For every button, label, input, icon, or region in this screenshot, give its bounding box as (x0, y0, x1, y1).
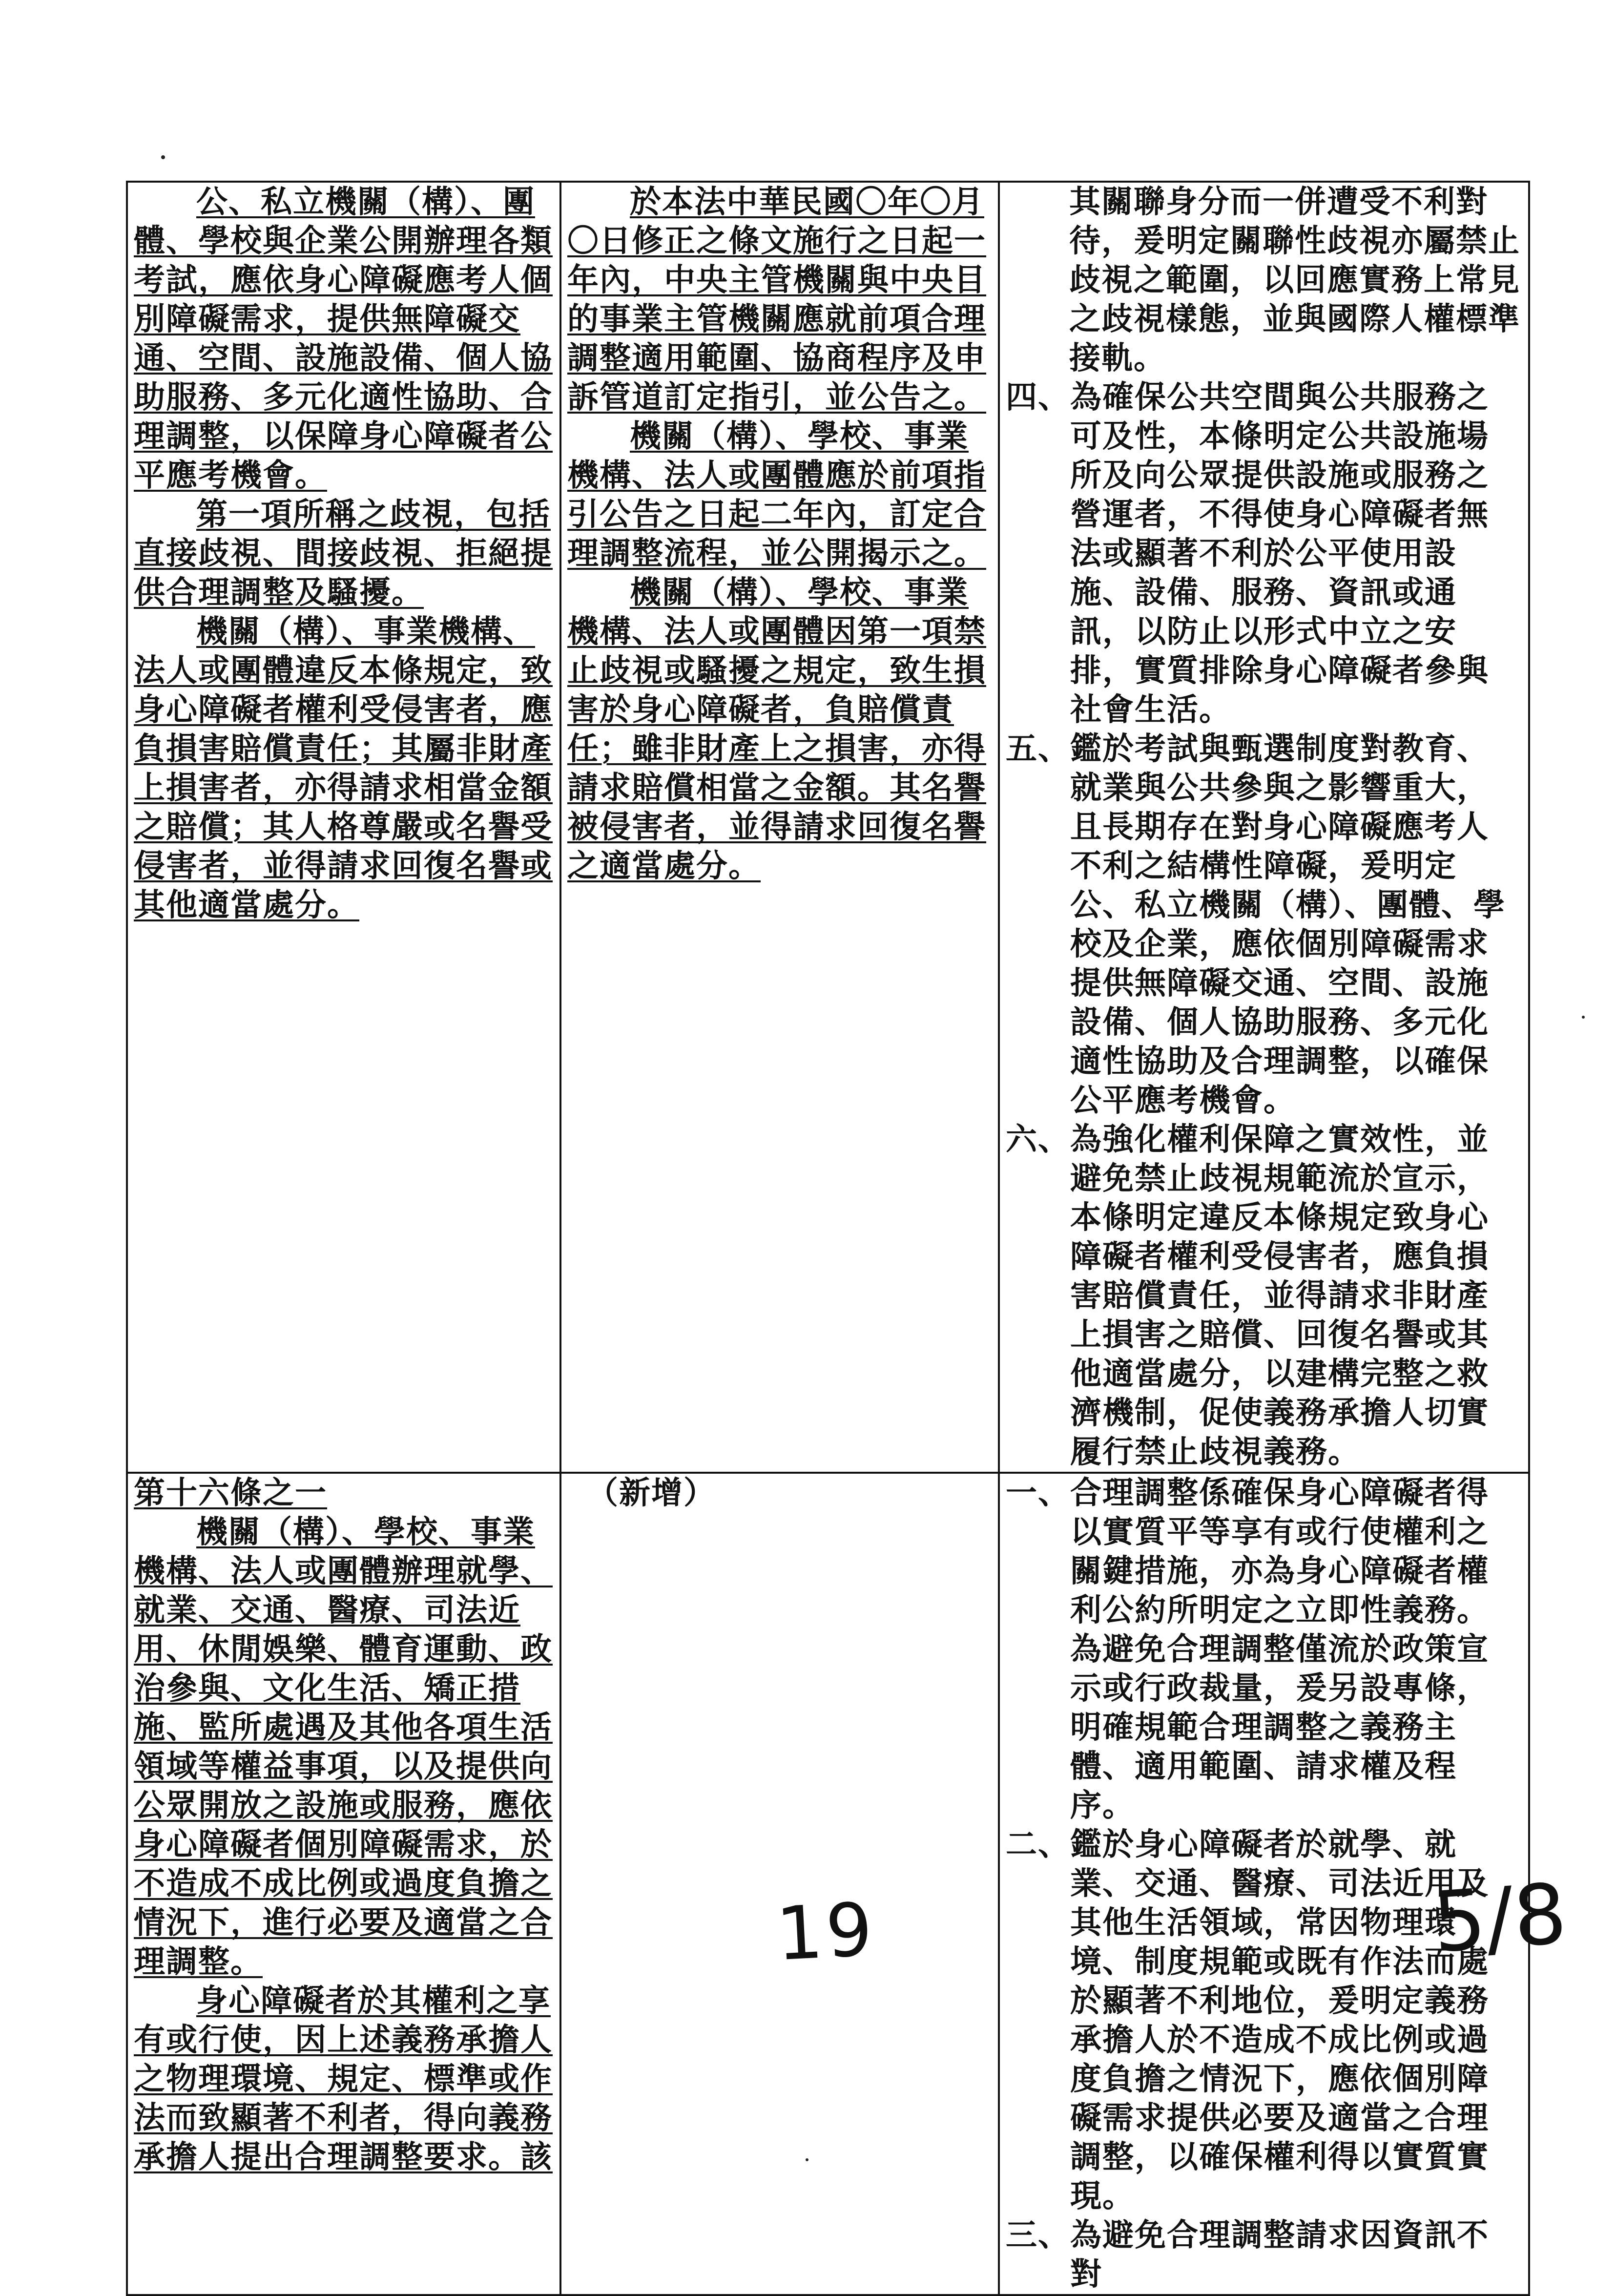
scan-speck (1582, 1016, 1585, 1019)
item-number: 五、 (1006, 731, 1070, 767)
item-text: 合理調整係確保身心障礙者得以實質平等享有或行使權利之關鍵措施，亦為身心障礙者權利公約所明定之立即性義務。為避免合理調整僅流於政策宣示或行政裁量，爰另設專條，明確規範合理調整之義務主體、適用範圍、請求權及程序。 (1070, 1475, 1489, 1824)
sheet-mark: 5/8 (1430, 1865, 1570, 1972)
item-text: 為避免合理調整請求因資訊不對 (1070, 2217, 1489, 2293)
explanation-cell (999, 182, 1529, 1473)
explanation-item (1006, 1120, 1522, 1472)
current-text-cell (560, 1473, 999, 2295)
amended-paragraph: 身心障礙者於其權利之享有或行使，因上述義務承擔人之物理環境、規定、標準或作法而致顯著不利者，得向義務承擔人提出合理調整要求。該 (134, 1983, 553, 2175)
page-number: 19 (774, 1887, 878, 1978)
explanation-item (1006, 1474, 1522, 1825)
item-number: 二、 (1006, 1826, 1070, 1863)
explanation-item (1006, 2216, 1522, 2294)
amended-paragraph: 機關（構）、事業機構、法人或團體違反本條規定，致身心障礙者權利受侵害者，應負損害賠償責任；其屬非財產上損害者，亦得請求相當金額之賠償；其人格尊嚴或名譽受侵害者，並得請求回復名譽或其他適當處分。 (134, 613, 553, 923)
scan-speck (161, 155, 165, 159)
amended-paragraph: 公、私立機關（構）、團體、學校與企業公開辦理各類考試，應依身心障礙應考人個別障礙需求，提供無障礙交通、空間、設施設備、個人協助服務、多元化適性協助、合理調整，以保障身心障礙者公平應考機會。 (134, 184, 553, 494)
explanation-continuation: 其關聯身分而一併遭受不利對待，爰明定關聯性歧視亦屬禁止歧視之範圍，以回應實務上常見之歧視樣態，並與國際人權標準接軌。 (1069, 184, 1520, 376)
amendment-comparison-table (126, 181, 1530, 2296)
item-number: 四、 (1006, 379, 1070, 416)
item-text: 鑑於身心障礙者於就學、就業、交通、醫療、司法近用及其他生活領域，常因物理環境、制度規範或既有作法而處於顯著不利地位，爰明定義務承擔人於不造成不成比例或過度負擔之情況下，應依個別障礙需求提供必要及適當之合理調整，以確保權利得以實質實現。 (1070, 1826, 1489, 2214)
table-row (127, 182, 1529, 1473)
table-row (127, 1473, 1529, 2295)
item-text: 為強化權利保障之實效性，並避免禁止歧視規範流於宣示，本條明定違反本條規定致身心障礙者權利受侵害者，應負損害賠償責任，並得請求非財產上損害之賠償、回復名譽或其他適當處分，以建構完整之救濟機制，促使義務承擔人切實履行禁止歧視義務。 (1070, 1121, 1489, 1470)
item-text: 鑑於考試與甄選制度對教育、就業與公共參與之影響重大，且長期存在對身心障礙應考人不利之結構性障礙，爰明定公、私立機關（構）、團體、學校及企業，應依個別障礙需求提供無障礙交通、空間、設施設備、個人協助服務、多元化適性協助及合理調整，以確保公平應考機會。 (1070, 731, 1506, 1119)
item-number: 六、 (1006, 1121, 1070, 1158)
amended-text-cell (127, 182, 560, 1473)
article-heading: 第十六條之一 (134, 1475, 327, 1511)
scan-speck (806, 2158, 808, 2161)
new-article-note: （新增） (587, 1475, 716, 1511)
amended-text-cell (127, 1473, 560, 2295)
item-number: 三、 (1006, 2217, 1070, 2254)
item-number: 一、 (1006, 1475, 1070, 1511)
explanation-item (1006, 730, 1522, 1120)
current-text-cell (560, 182, 999, 1473)
explanation-item (1006, 378, 1522, 730)
amended-paragraph: 機關（構）、學校、事業機構、法人或團體辦理就學、就業、交通、醫療、司法近用、休閒娛樂、體育運動、政治參與、文化生活、矯正措施、監所處遇及其他各項生活領域等權益事項，以及提供向公眾開放之設施或服務，應依身心障礙者個別障礙需求，於不造成不成比例或過度負擔之情況下，進行必要及適當之合理調整。 (134, 1514, 553, 1980)
amended-paragraph: 第一項所稱之歧視，包括直接歧視、間接歧視、拒絕提供合理調整及騷擾。 (134, 496, 553, 611)
item-text: 為確保公共空間與公共服務之可及性，本條明定公共設施場所及向公眾提供設施或服務之營運者，不得使身心障礙者無法或顯著不利於公平使用設施、設備、服務、資訊或通訊，以防止以形式中立之安排，實質排除身心障礙者參與社會生活。 (1070, 379, 1489, 728)
current-paragraph: 機關（構）、學校、事業機構、法人或團體應於前項指引公告之日起二年內，訂定合理調整流程，並公開揭示之。 (567, 418, 986, 572)
current-paragraph: 機關（構）、學校、事業機構、法人或團體因第一項禁止歧視或騷擾之規定，致生損害於身心障礙者，負賠償責任；雖非財產上之損害，亦得請求賠償相當之金額。其名譽被侵害者，並得請求回復名譽之適當處分。 (567, 574, 986, 884)
current-paragraph: 於本法中華民國〇年〇月〇日修正之條文施行之日起一年內，中央主管機關與中央目的事業主管機關應就前項合理調整適用範圍、協商程序及申訴管道訂定指引，並公告之。 (567, 184, 986, 416)
